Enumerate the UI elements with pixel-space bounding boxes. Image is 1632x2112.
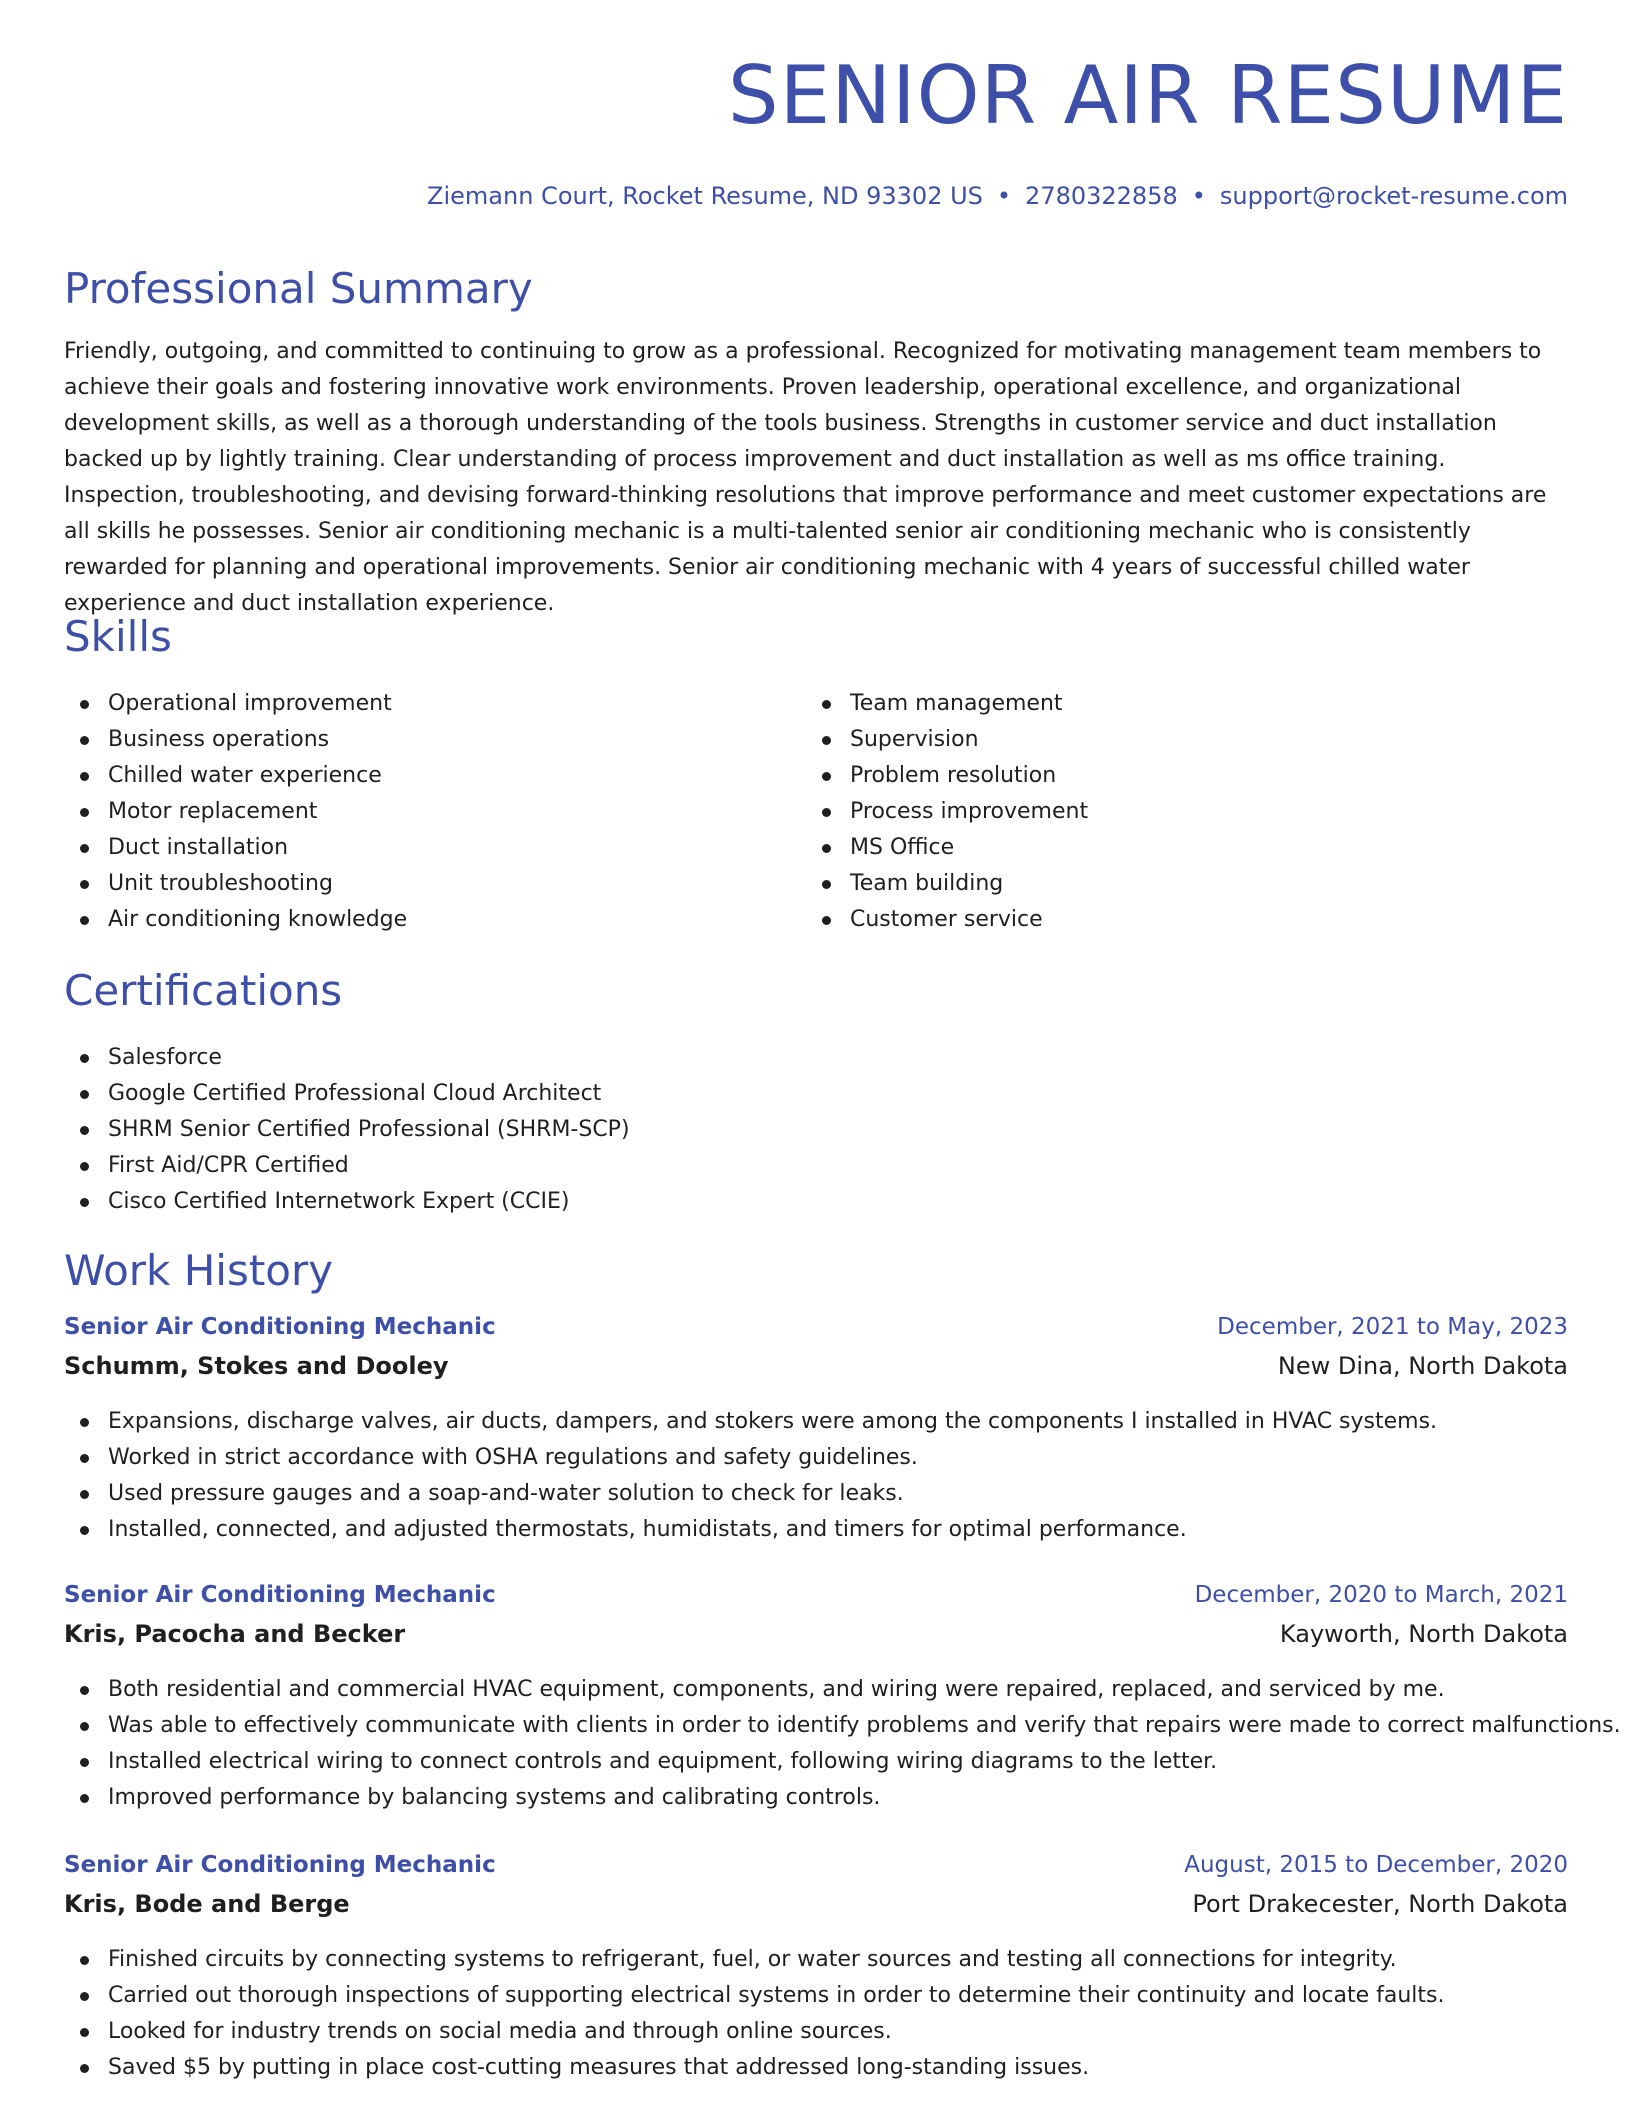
certification-item: First Aid/CPR Certified — [64, 1148, 630, 1184]
job-duty-item: Saved $5 by putting in place cost-cutting measures that addressed long-standing issues. — [64, 2050, 1568, 2086]
job-duties-list — [64, 1404, 1568, 1548]
skill-item: Team management — [806, 686, 1088, 722]
job-duty-item: Was able to effectively communicate with clients in order to identify problems and verify that repairs were made to correct malfunctions. — [64, 1708, 1568, 1744]
section-heading-summary: Professional Summary — [64, 264, 533, 313]
certifications-list — [64, 1040, 630, 1220]
skills-list-right — [806, 686, 1088, 938]
skill-item: Customer service — [806, 902, 1088, 938]
certification-item: SHRM Senior Certified Professional (SHRM-SCP) — [64, 1112, 630, 1148]
job-title: Senior Air Conditioning Mechanic — [64, 1582, 496, 1608]
job-location: Port Drakecester, North Dakota — [1192, 1890, 1568, 1918]
job-duty-item: Installed, connected, and adjusted thermostats, humidistats, and timers for optimal performance. — [64, 1512, 1568, 1548]
job-location: New Dina, North Dakota — [1277, 1352, 1568, 1380]
job-duties-list — [64, 1672, 1621, 1816]
job-company-row — [64, 1620, 1568, 1658]
skill-item: Chilled water experience — [64, 758, 407, 794]
job-duty-item: Finished circuits by connecting systems to refrigerant, fuel, or water sources and testing all connections for integrity. — [64, 1942, 1568, 1978]
section-heading-skills: Skills — [64, 612, 172, 661]
contact-address: Ziemann Court, Rocket Resume, ND 93302 US — [427, 182, 983, 210]
contact-line — [427, 182, 1568, 210]
skill-item: Operational improvement — [64, 686, 407, 722]
certification-item: Google Certified Professional Cloud Architect — [64, 1076, 630, 1112]
job-header-row — [64, 1582, 1568, 1620]
job-duty-item: Worked in strict accordance with OSHA regulations and safety guidelines. — [64, 1440, 1568, 1476]
section-heading-certifications: Certifications — [64, 966, 343, 1015]
job-duty-item: Used pressure gauges and a soap-and-water solution to check for leaks. — [64, 1476, 1568, 1512]
section-heading-work-history: Work History — [64, 1246, 334, 1295]
resume-title: SENIOR AIR RESUME — [727, 49, 1568, 142]
certification-item: Salesforce — [64, 1040, 630, 1076]
job-duties-list — [64, 1942, 1568, 2086]
job-duty-item: Both residential and commercial HVAC equipment, components, and wiring were repaired, replaced, and serviced by me. — [64, 1672, 1568, 1708]
summary-text: Friendly, outgoing, and committed to continuing to grow as a professional. Recognized for motivating management team members to achieve their goals and fostering innovative work environments. Proven leadership, operational excellence, and organizational development skills, as well as a thorough understanding of the tools business. Strengths in customer service and duct installation backed up by lightly training. Clear understanding of process improvement and duct installation as well as ms office training. Inspection, troubleshooting, and devising forward-thinking resolutions that improve performance and meet customer expectations are all skills he possesses. Senior air conditioning mechanic is a multi-talented senior air conditioning mechanic who is consistently rewarded for planning and operational improvements. Senior air conditioning mechanic with 4 years of successful chilled water experience and duct installation experience. — [64, 339, 1547, 616]
job-header-row — [64, 1314, 1568, 1352]
job-duty-item: Improved performance by balancing systems and calibrating controls. — [64, 1780, 1568, 1816]
job-company-row — [64, 1890, 1568, 1928]
job-duty-item: Installed electrical wiring to connect controls and equipment, following wiring diagrams to the letter. — [64, 1744, 1568, 1780]
job-company: Kris, Pacocha and Becker — [64, 1620, 406, 1648]
contact-separator: • — [996, 182, 1012, 210]
skill-item: MS Office — [806, 830, 1088, 866]
job-entry — [64, 1582, 1621, 1816]
job-duty-item: Expansions, discharge valves, air ducts, dampers, and stokers were among the components I installed in HVAC systems. — [64, 1404, 1568, 1440]
skill-item: Unit troubleshooting — [64, 866, 407, 902]
contact-separator: • — [1191, 182, 1206, 210]
contact-phone: 2780322858 — [1025, 182, 1178, 210]
job-title: Senior Air Conditioning Mechanic — [64, 1852, 496, 1878]
certification-item: Cisco Certified Internetwork Expert (CCIE) — [64, 1184, 630, 1220]
skill-item: Team building — [806, 866, 1088, 902]
job-duty-item: Carried out thorough inspections of supporting electrical systems in order to determine their continuity and locate faults. — [64, 1978, 1568, 2014]
skill-item: Process improvement — [806, 794, 1088, 830]
skill-item: Supervision — [806, 722, 1088, 758]
job-entry — [64, 1852, 1568, 2086]
skill-item: Problem resolution — [806, 758, 1088, 794]
skill-item: Business operations — [64, 722, 407, 758]
skill-item: Duct installation — [64, 830, 407, 866]
job-company-row — [64, 1352, 1568, 1390]
job-duty-item: Looked for industry trends on social media and through online sources. — [64, 2014, 1568, 2050]
job-dates: December, 2020 to March, 2021 — [1194, 1582, 1568, 1608]
job-entry — [64, 1314, 1568, 1548]
skills-list-left — [64, 686, 407, 938]
job-company: Kris, Bode and Berge — [64, 1890, 350, 1918]
job-company: Schumm, Stokes and Dooley — [64, 1352, 449, 1380]
job-location: Kayworth, North Dakota — [1279, 1620, 1568, 1648]
job-header-row — [64, 1852, 1568, 1890]
job-dates: August, 2015 to December, 2020 — [1184, 1852, 1568, 1878]
skill-item: Motor replacement — [64, 794, 407, 830]
job-dates: December, 2021 to May, 2023 — [1217, 1314, 1568, 1340]
job-title: Senior Air Conditioning Mechanic — [64, 1314, 496, 1340]
skill-item: Air conditioning knowledge — [64, 902, 407, 938]
contact-email[interactable]: support@rocket-resume.com — [1219, 182, 1568, 210]
